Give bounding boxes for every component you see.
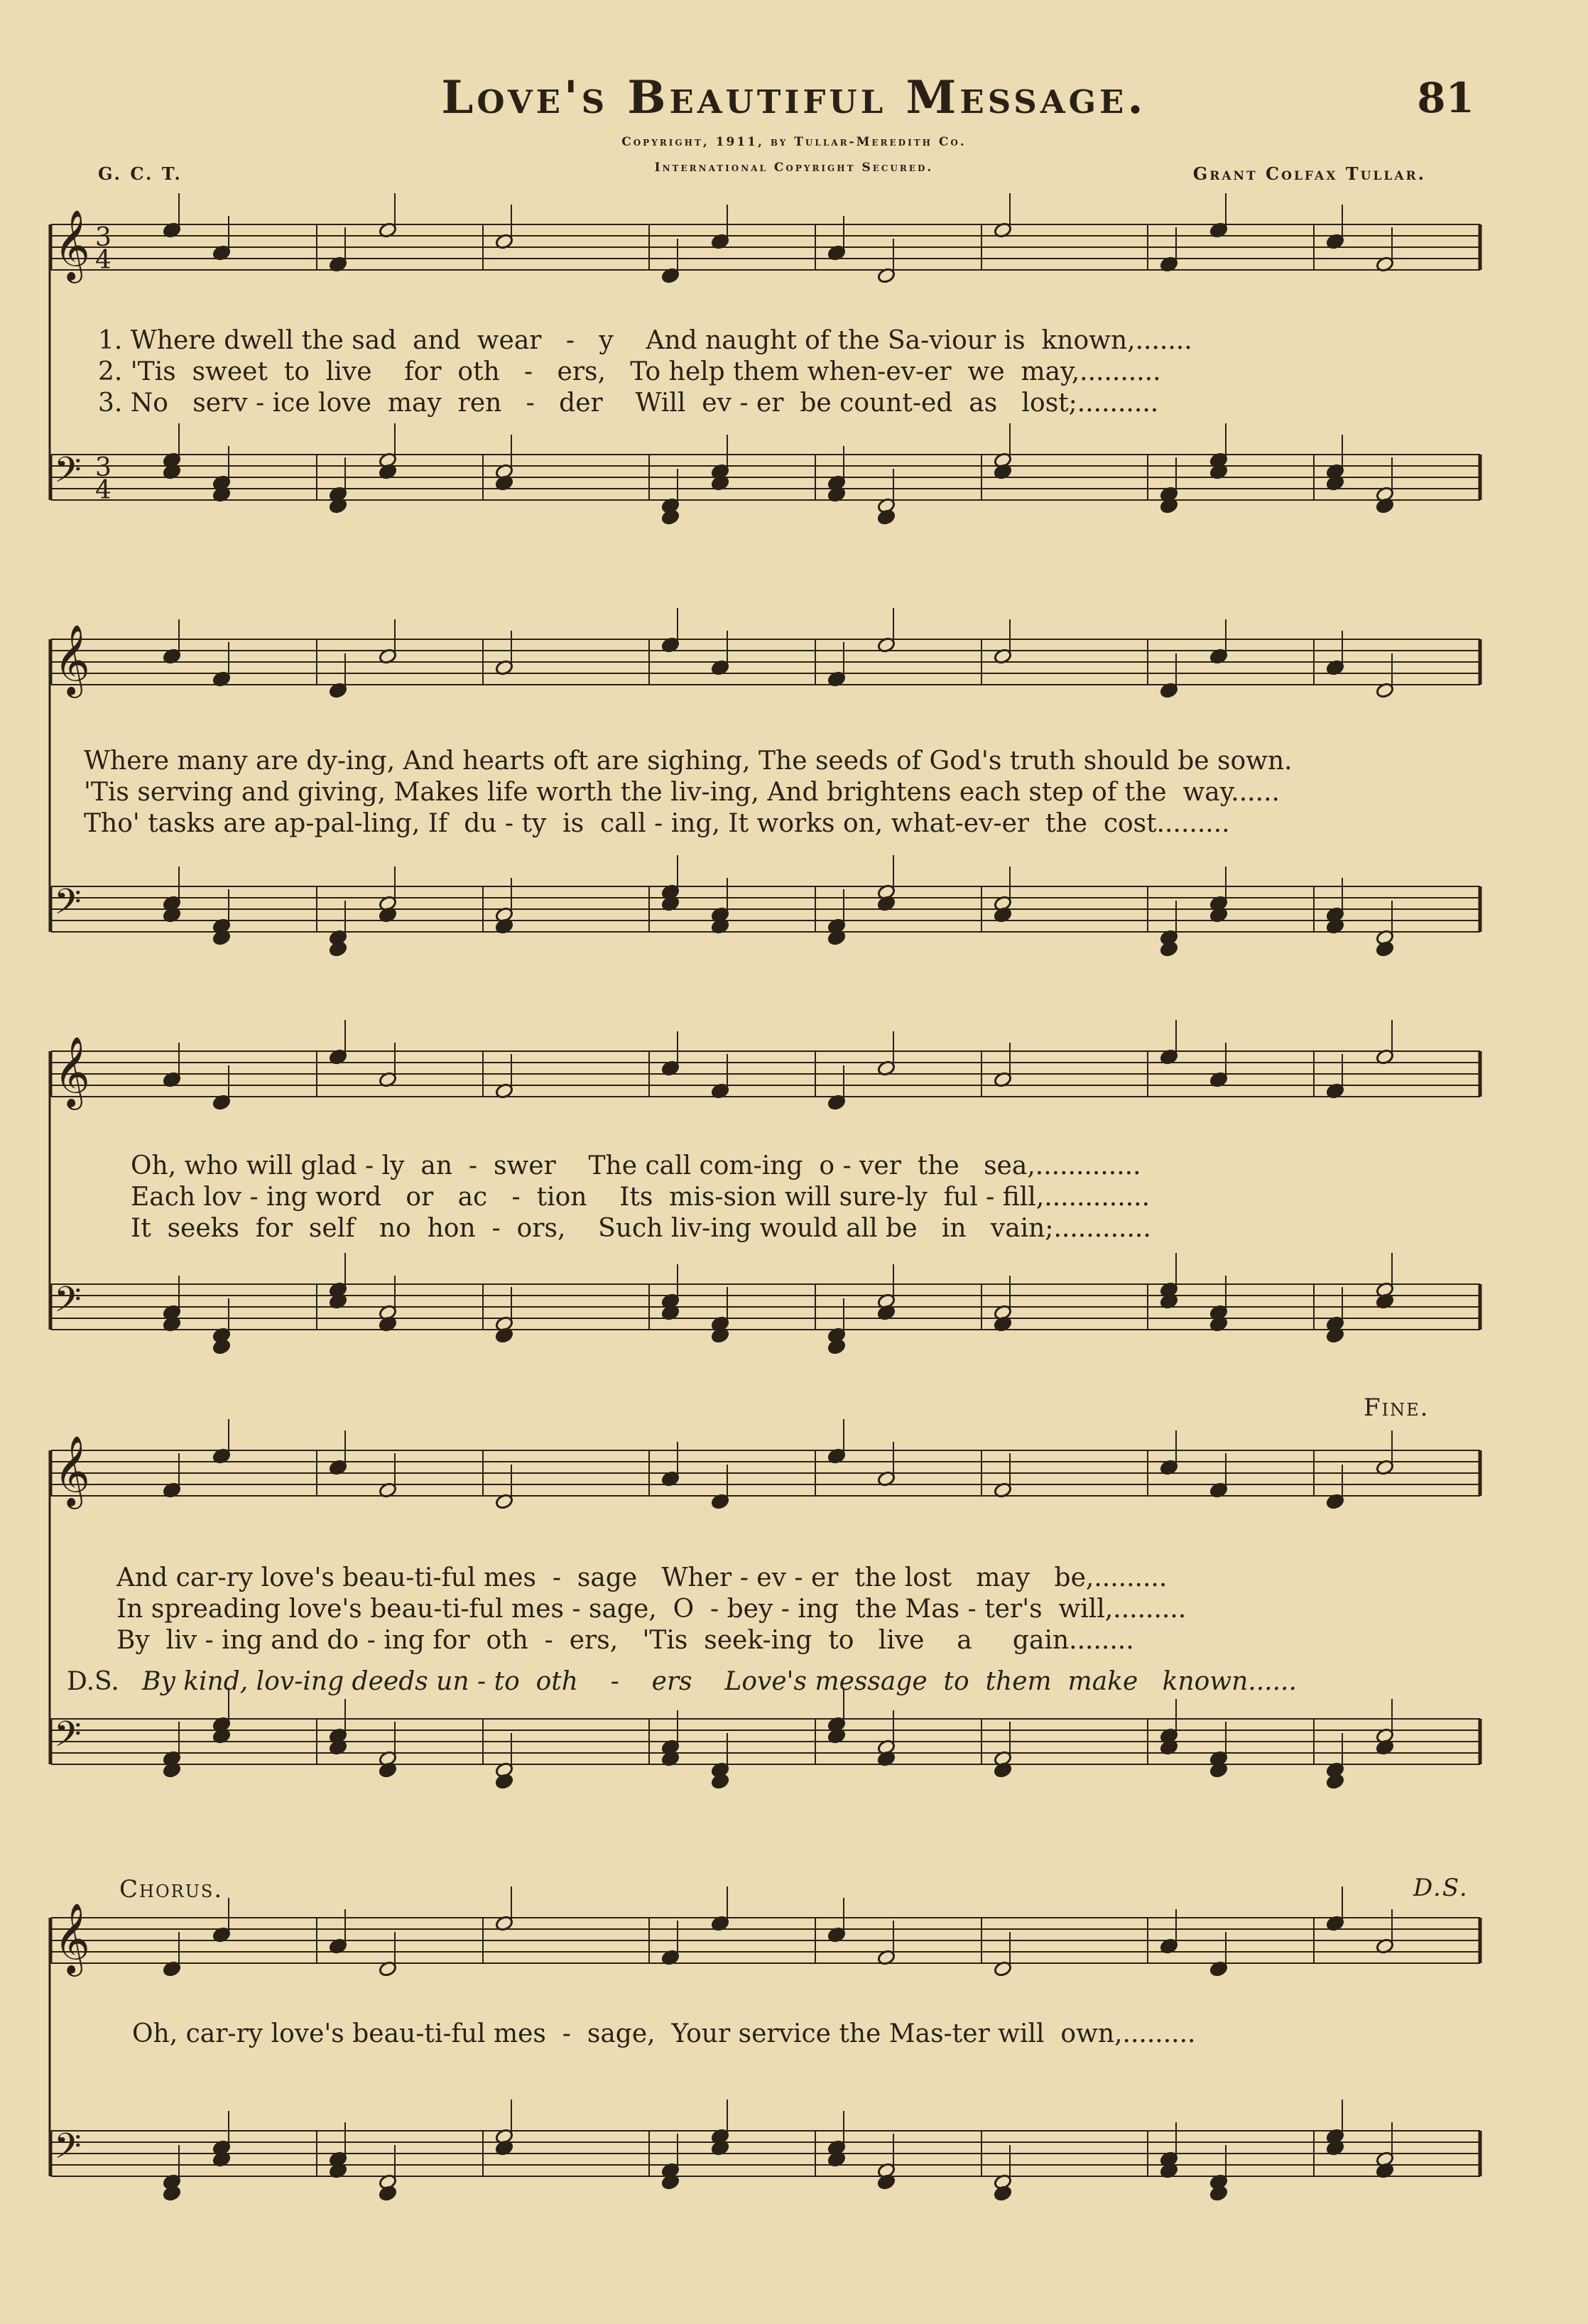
lyric-verse-1: Where many are dy-ing, And hearts oft are sighing, The seeds of God's truth should be sown. — [84, 746, 1293, 776]
treble-clef-icon: 𝄞 — [54, 210, 90, 281]
hymn-title: Love's Beautiful Message. — [441, 71, 1147, 124]
bass-clef-icon: 𝄢 — [54, 1279, 82, 1329]
bass-clef-icon: 𝄢 — [54, 1714, 82, 1764]
treble-clef-icon: 𝄞 — [54, 624, 90, 695]
composer-initials: G. C. T. — [98, 163, 183, 184]
ds-lyric-line: By kind, lov-ing deeds un - to oth - ers Love's message to them make known...... — [142, 1667, 1297, 1696]
lyric-verse-2: 'Tis serving and giving, Makes life worth the liv-ing, And brightens each step of the way...... — [84, 778, 1280, 807]
bass-clef-icon: 𝄢 — [54, 2126, 82, 2176]
bass-clef-icon: 𝄢 — [54, 450, 82, 499]
lyric-verse-3: By liv - ing and do - ing for oth - ers, 'Tis seek-ing to live a gain........ — [116, 1626, 1134, 1655]
lyric-verse-1: Oh, who will glad - ly an - swer The call com-ing o - ver the sea,............. — [131, 1151, 1141, 1180]
chorus-label: Chorus. — [119, 1875, 224, 1904]
treble-clef-icon: 𝄞 — [54, 1435, 90, 1506]
lyric-verse-2: In spreading love's beau-ti-ful mes - sage, O - bey - ing the Mas - ter's will,......... — [116, 1595, 1187, 1624]
copyright-line-2: International Copyright Secured. — [654, 161, 934, 175]
lyric-verse-1: And car-ry love's beau-ti-ful mes - sage Wher - ev - er the lost may be,......... — [116, 1563, 1168, 1592]
chorus-lyric: Oh, car-ry love's beau-ti-ful mes - sage, Your service the Mas-ter will own,......... — [132, 2019, 1196, 2048]
lyric-verse-2: 2. 'Tis sweet to live for oth - ers, To help them when-ev-er we may,.......... — [98, 357, 1161, 386]
time-sig-top: 3 — [95, 453, 112, 482]
copyright-line-1: Copyright, 1911, by Tullar-Meredith Co. — [621, 135, 967, 149]
bass-clef-icon: 𝄢 — [54, 881, 82, 931]
lyric-verse-3: It seeks for self no hon - ors, Such liv-ing would all be in vain;............ — [131, 1214, 1151, 1243]
lyric-verse-1: 1. Where dwell the sad and wear - y And naught of the Sa-viour is known,....... — [98, 326, 1192, 355]
time-sig-bottom: 4 — [95, 476, 112, 505]
lyric-verse-3: Tho' tasks are ap-pal-ling, If du - ty is call - ing, It works on, what-ev-er the cost......... — [84, 809, 1230, 838]
lyric-verse-3: 3. No serv - ice love may ren - der Will ev - er be count-ed as lost;.......... — [98, 389, 1159, 418]
lyric-verse-2: Each lov - ing word or ac - tion Its mis-sion will sure-ly ful - fill,............. — [131, 1183, 1151, 1212]
time-sig-bottom: 4 — [95, 246, 112, 275]
treble-clef-icon: 𝄞 — [54, 1036, 90, 1107]
ds-marker: D.S. — [1413, 1874, 1469, 1902]
time-sig-top: 3 — [95, 223, 112, 252]
ds-label: D.S. — [67, 1667, 119, 1696]
page-number: 81 — [1417, 74, 1474, 122]
fine-marker: Fine. — [1364, 1394, 1430, 1422]
treble-clef-icon: 𝄞 — [54, 1903, 90, 1974]
composer-name: Grant Colfax Tullar. — [1192, 163, 1426, 184]
